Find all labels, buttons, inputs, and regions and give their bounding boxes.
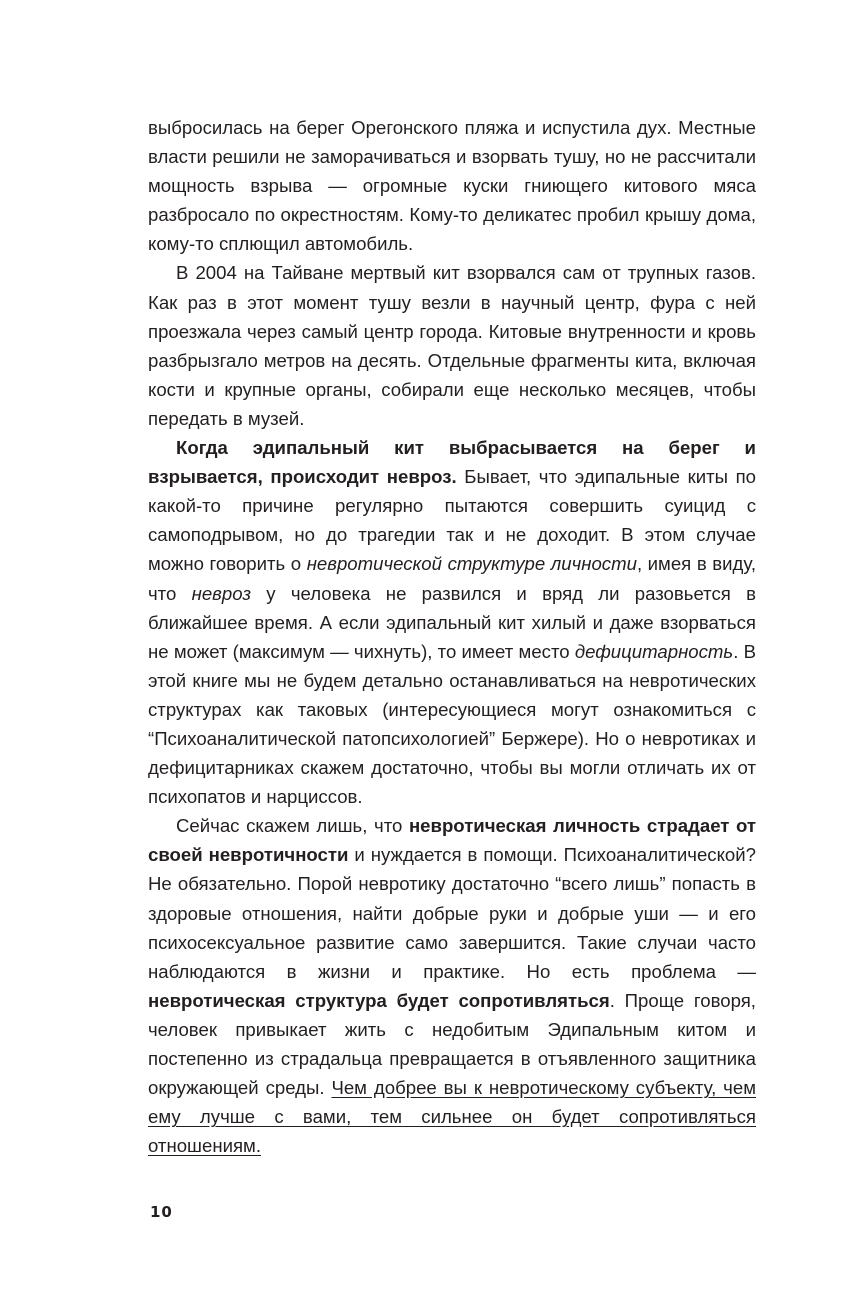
underlined-text: Чем добрее вы к невротическому субъекту, чем ему лучше с вами, тем сильнее он будет сопротивляться отношениям. (148, 1077, 756, 1157)
page-number: 10 (150, 1203, 173, 1221)
text-run: . В этой книге мы не будем детально останавливаться на невротических структурах как таковых (интересующиеся могут ознакомиться с “Психоаналитической патопсихологией” Бержере). Но о невротиках и дефицитарниках скажем достаточно, чтобы вы могли отличать их от психопатов и нарциссов. (148, 640, 757, 808)
italic-term: дефицитарность (574, 640, 734, 662)
text-run: В 2004 на Тайване мертвый кит взорвался сам от трупных газов. Как раз в этот момент тушу везли в научный центр, фура с ней проезжала через самый центр города. Китовые внутренности и кровь разбрызгало метров на десять. Отдельные фрагменты кита, включая кости и крупные органы, собирали еще несколько месяцев, чтобы передать в музей. (148, 262, 756, 429)
paragraph (148, 433, 756, 811)
body-text (148, 113, 756, 1160)
text-run: выбросилась на берег Орегонского пляжа и испустила дух. Местные власти решили не заморачиваться и взорвать тушу, но не рассчитали мощность взрыва — огромные куски гниющего китового мяса разбросало по окрестностям. Кому-то деликатес пробил крышу дома, кому-то сплющил автомобиль. (148, 117, 756, 255)
paragraph (148, 811, 756, 1160)
text-run: Сейчас скажем лишь, что (176, 815, 409, 837)
bold-text: невротическая структура будет сопротивляться (148, 989, 610, 1011)
italic-term: невроз (191, 582, 252, 604)
bold-text: невротическая личность страдает от своей невротичности (148, 815, 756, 866)
text-run: Бывает, что эдипальные киты по какой-то причине регулярно пытаются совершить суицид с самоподрывом, но до трагедии так и не доходит. В этом случае можно говорить о (148, 466, 756, 575)
paragraph (148, 113, 756, 258)
text-run: . Проще говоря, человек привыкает жить с недобитым Эдипальным китом и постепенно из страдальца превращается в отъявленного защитника окружающей среды. (148, 989, 756, 1099)
text-run: и нуждается в помощи. Психоаналитической? Не обязательно. Порой невротику достаточно “всего лишь” попасть в здоровые отношения, найти добрые руки и добрые уши — и его психосексуальное развитие само завершится. Такие случаи часто наблюдаются в жизни и практике. Но есть проблема — (148, 844, 756, 982)
paragraph (148, 258, 756, 433)
text-run: у человека не развился и вряд ли разовьется в ближайшее время. А если эдипальный кит хилый и даже взорваться не может (максимум — чихнуть), то имеет место (148, 582, 756, 662)
italic-term: невротической структуре личности (306, 553, 637, 575)
bold-text: Когда эдипальный кит выбрасывается на берег и взрывается, происходит невроз. (148, 437, 756, 488)
text-run: , имея в виду, что (148, 553, 756, 604)
